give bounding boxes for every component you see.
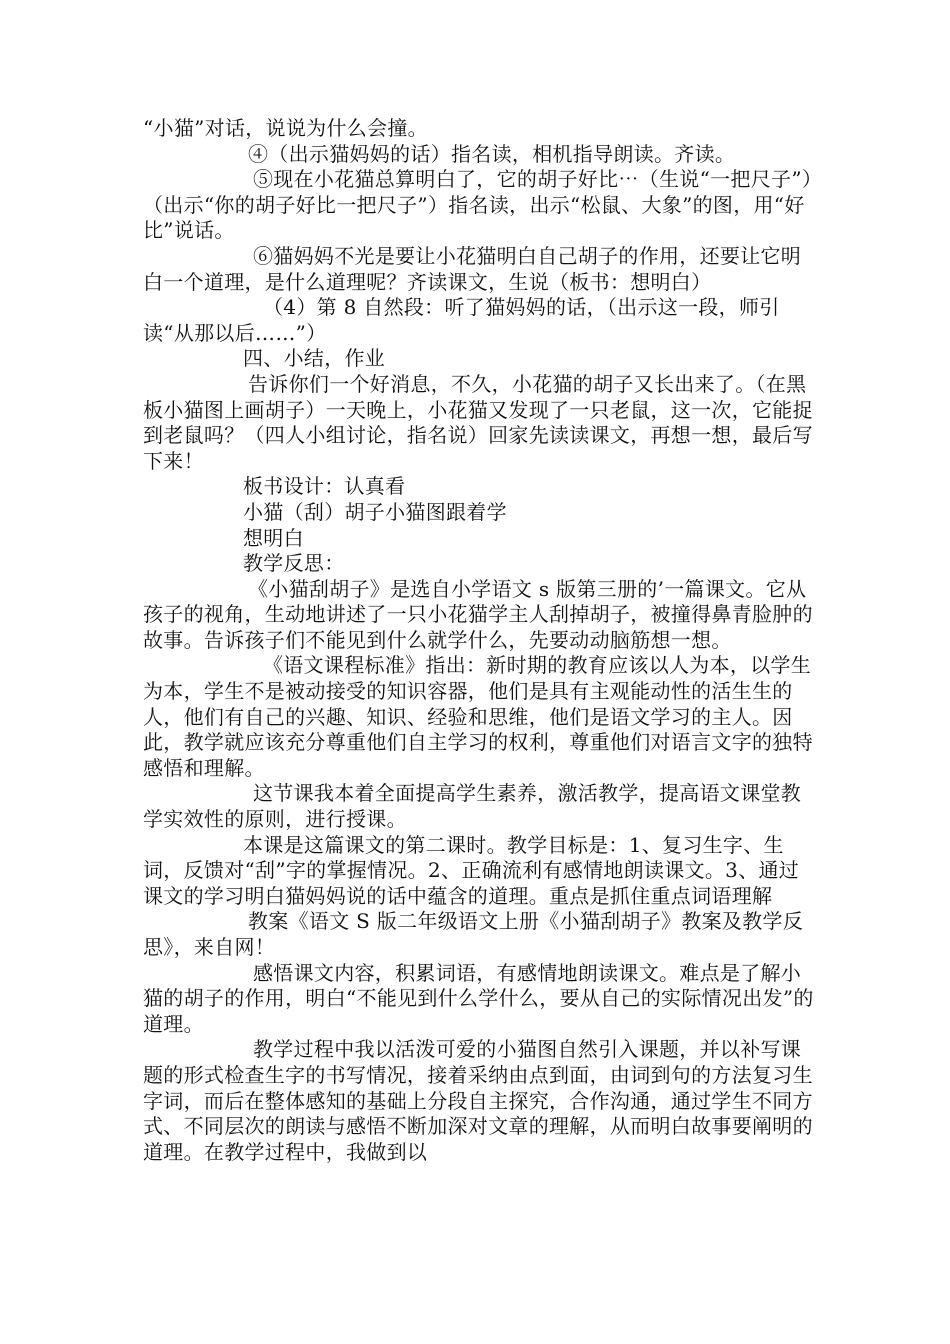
paragraph-1: “小猫”对话，说说为什么会撞。 (143, 116, 428, 140)
paragraph-9: 小猫（刮）胡子小猫图跟着学 (243, 499, 507, 524)
paragraph-13: 《语文课程标准》指出：新时期的教育应该以人为本，以学生为本，学生不是被动接受的知识容器，他们是具有主观能动性的活生生的人，他们有自己的兴趣、知识、经验和思维，他们是语文学习的主人。因此，教学就应该充分尊重他们自主学习的权利，尊重他们对语言文字的独特感悟和理解。 (143, 653, 813, 780)
paragraph-8: 板书设计：认真看 (243, 474, 406, 499)
paragraph-15: 本课是这篇课文的第二课时。教学目标是：1、复习生字、生词，反馈对“刮”字的掌握情况。2、正确流利有感情地朗读课文。3、通过课文的学习明白猫妈妈说的话中蕴含的道理。重点是抓住重点词语理解 (143, 832, 800, 908)
paragraph-7: 告诉你们一个好消息，不久，小花猫的胡子又长出来了。（在黑板小猫图上画胡子）一天晚上，小花猫又发现了一只老鼠，这一次，它能捉到老鼠吗？（四人小组讨论，指名说）回家先读读课文，再想一想，最后写下来！ (143, 371, 813, 473)
paragraph-18: 教学过程中我以活泼可爱的小猫图自然引入课题，并以补写课题的形式检查生字的书写情况，接着采纳由点到面，由词到句的方法复习生字词，而后在整体感知的基础上分段自主探究，合作沟通，通过学生不同方式、不同层次的朗读与感悟不断加深对文章的理解，从而明白故事要阐明的道理。在教学过程中，我做到以 (143, 1037, 813, 1164)
paragraph-5: （4）第 8 自然段：听了猫妈妈的话，（出示这一段，师引读“从那以后……”） (143, 295, 780, 345)
paragraph-2: ④（出示猫妈妈的话）指名读，相机指导朗读。齐读。 (248, 141, 736, 166)
paragraph-17: 感悟课文内容，积累词语，有感情地朗读课文。难点是了解小猫的胡子的作用，明白“不能见到什么学什么，要从自己的实际情况出发”的道理。 (143, 960, 814, 1036)
paragraph-16: 教案《语文 S 版二年级语文上册《小猫刮胡子》教案及教学反思》，来自网！ (143, 909, 804, 959)
paragraph-6: 四、小结，作业 (243, 346, 386, 371)
paragraph-11: 教学反思： (243, 551, 345, 576)
paragraph-10: 想明白 (243, 525, 304, 550)
paragraph-4: ⑥猫妈妈不光是要让小花猫明白自己胡子的作用，还要让它明白一个道理，是什么道理呢？齐读课文，生说（板书：想明白） (143, 243, 802, 294)
paragraph-14: 这节课我本着全面提高学生素养，激活教学，提高语文课堂教学实效性的原则，进行授课。 (143, 781, 802, 832)
paragraph-3: ⑤现在小花猫总算明白了，它的胡子好比⋯（生说“一把尺子”）（出示“你的胡子好比一把尺子”）指名读，出示“松鼠、大象”的图，用“好比”说话。 (143, 167, 813, 243)
paragraph-12: 《小猫刮胡子》是选自小学语文 s 版第三册的’一篇课文。它从孩子的视角，生动地讲述了一只小花猫学主人刮掉胡子，被撞得鼻青脸肿的故事。告诉孩子们不能见到什么就学什么，先要动动脑筋想一想。 (143, 576, 813, 652)
document-body (143, 116, 818, 1165)
